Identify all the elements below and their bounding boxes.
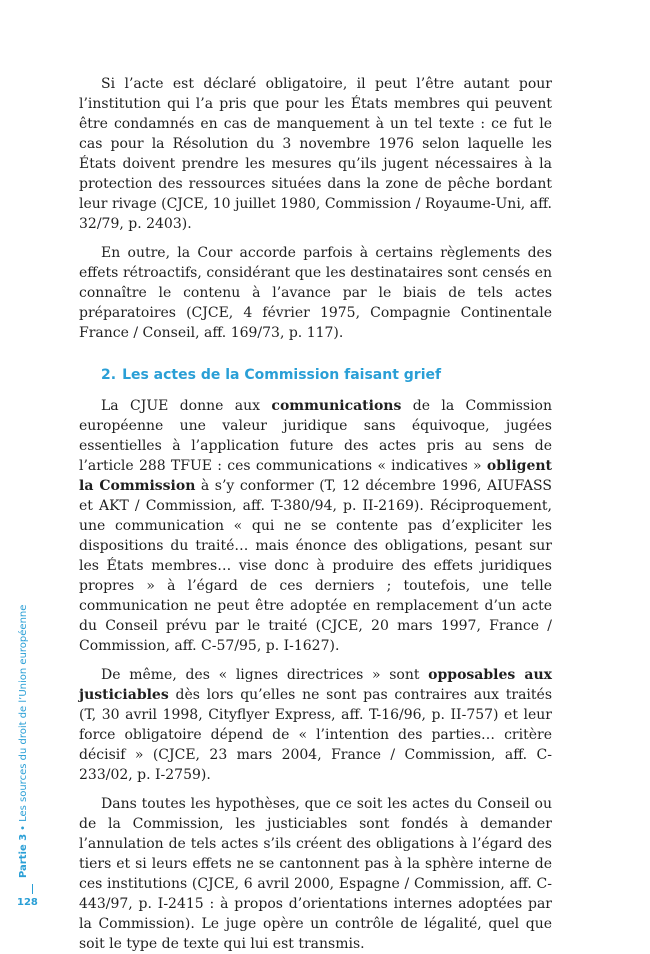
text-run: La CJUE donne aux [101,398,272,414]
text-run: Dans toutes les hypothèses, que ce soit les actes du Conseil ou de la Commission, les justiciables sont fondés à demander l’annulation de tels actes s’ils créent des obligations à l’égard des tiers et si leurs effets ne se cantonnent pas à la sphère interne de ces institutions (CJCE, 6 avril 2000, Espagne / Commission, aff. C-443/97, p. I-2415 : à propos d’orientations internes adoptées par la Commission). Le juge opère un contrôle de légalité, quel que soit le type de texte qui lui est transmis. [79,796,552,952]
text-run: Si l’acte est déclaré obligatoire, il peut l’être autant pour l’institution qui l’a pris que pour les États membres qui peuvent être condamnés en cas de manquement à un tel texte : ce fut le cas pour la Résolution du 3 novembre 1976 selon laquelle les États doivent prendre les mesures qu’ils jugent nécessaires à la protection des ressources situées dans la zone de pêche bordant leur rivage (CJCE, 10 juillet 1980, Commission / Royaume-Uni, aff. 32/79, p. 2403). [79,76,552,232]
text-run: à s’y conformer (T, 12 décembre 1996, AIUFASS et AKT / Commission, aff. T-380/94, p. II-2169). Réciproquement, une communication « qui ne se contente pas d’expliciter les dispositions du traité… mais énonce des obligations, pesant sur les États membres… vise donc à produire des effets juridiques propres » à l’égard de ces derniers ; toutefois, une telle communication ne peut être adoptée en remplacement d’un acte du Conseil prévu par le traité (CJCE, 20 mars 1997, France / Commission, aff. C-57/95, p. I-1627). [79,478,552,654]
chapter-label: Les sources du droit de l’Union européenne [18,604,29,822]
part-label: Partie 3 [18,833,29,878]
text-run: dès lors qu’elles ne sont pas contraires aux traités (T, 30 avril 1998, Cityflyer Express, aff. T-16/96, p. II-757) et leur force obligatoire dépend de « l’intention des parties… critère décisif » (CJCE, 23 mars 2004, France / Commission, aff. C-233/02, p. I-2759). [79,687,552,783]
paragraph-5 [79,794,552,954]
text-run: de la Commission européenne une valeur juridique sans équivoque, jugées essentielles à l’application future des actes pris au sens de l’article 288 TFUE : ces communications « indicatives » [79,398,552,474]
paragraph-3 [79,396,552,656]
bold-phrase: obligent la Commission [79,458,552,494]
side-rule [32,884,33,894]
section-title: Les actes de la Commission faisant grief [122,367,442,383]
body-text [79,74,552,954]
paragraph-2 [79,243,552,343]
text-run: De même, des « lignes directrices » sont [101,667,429,683]
bold-phrase: communications [271,398,402,414]
paragraph-4 [79,665,552,785]
bold-phrase: opposables aux justiciables [79,667,552,703]
page-number: 128 [17,897,38,908]
section-number: 2. [101,367,117,383]
separator-dot: • [18,824,29,831]
paragraph-1 [79,74,552,234]
section-heading [101,365,552,385]
running-header-vertical [17,605,31,878]
text-run: En outre, la Cour accorde parfois à certains règlements des effets rétroactifs, considérant que les destinataires sont censés en connaître le contenu à l’avance par le biais de tels actes préparatoires (CJCE, 4 février 1975, Compagnie Continentale France / Conseil, aff. 169/73, p. 117). [79,245,552,341]
